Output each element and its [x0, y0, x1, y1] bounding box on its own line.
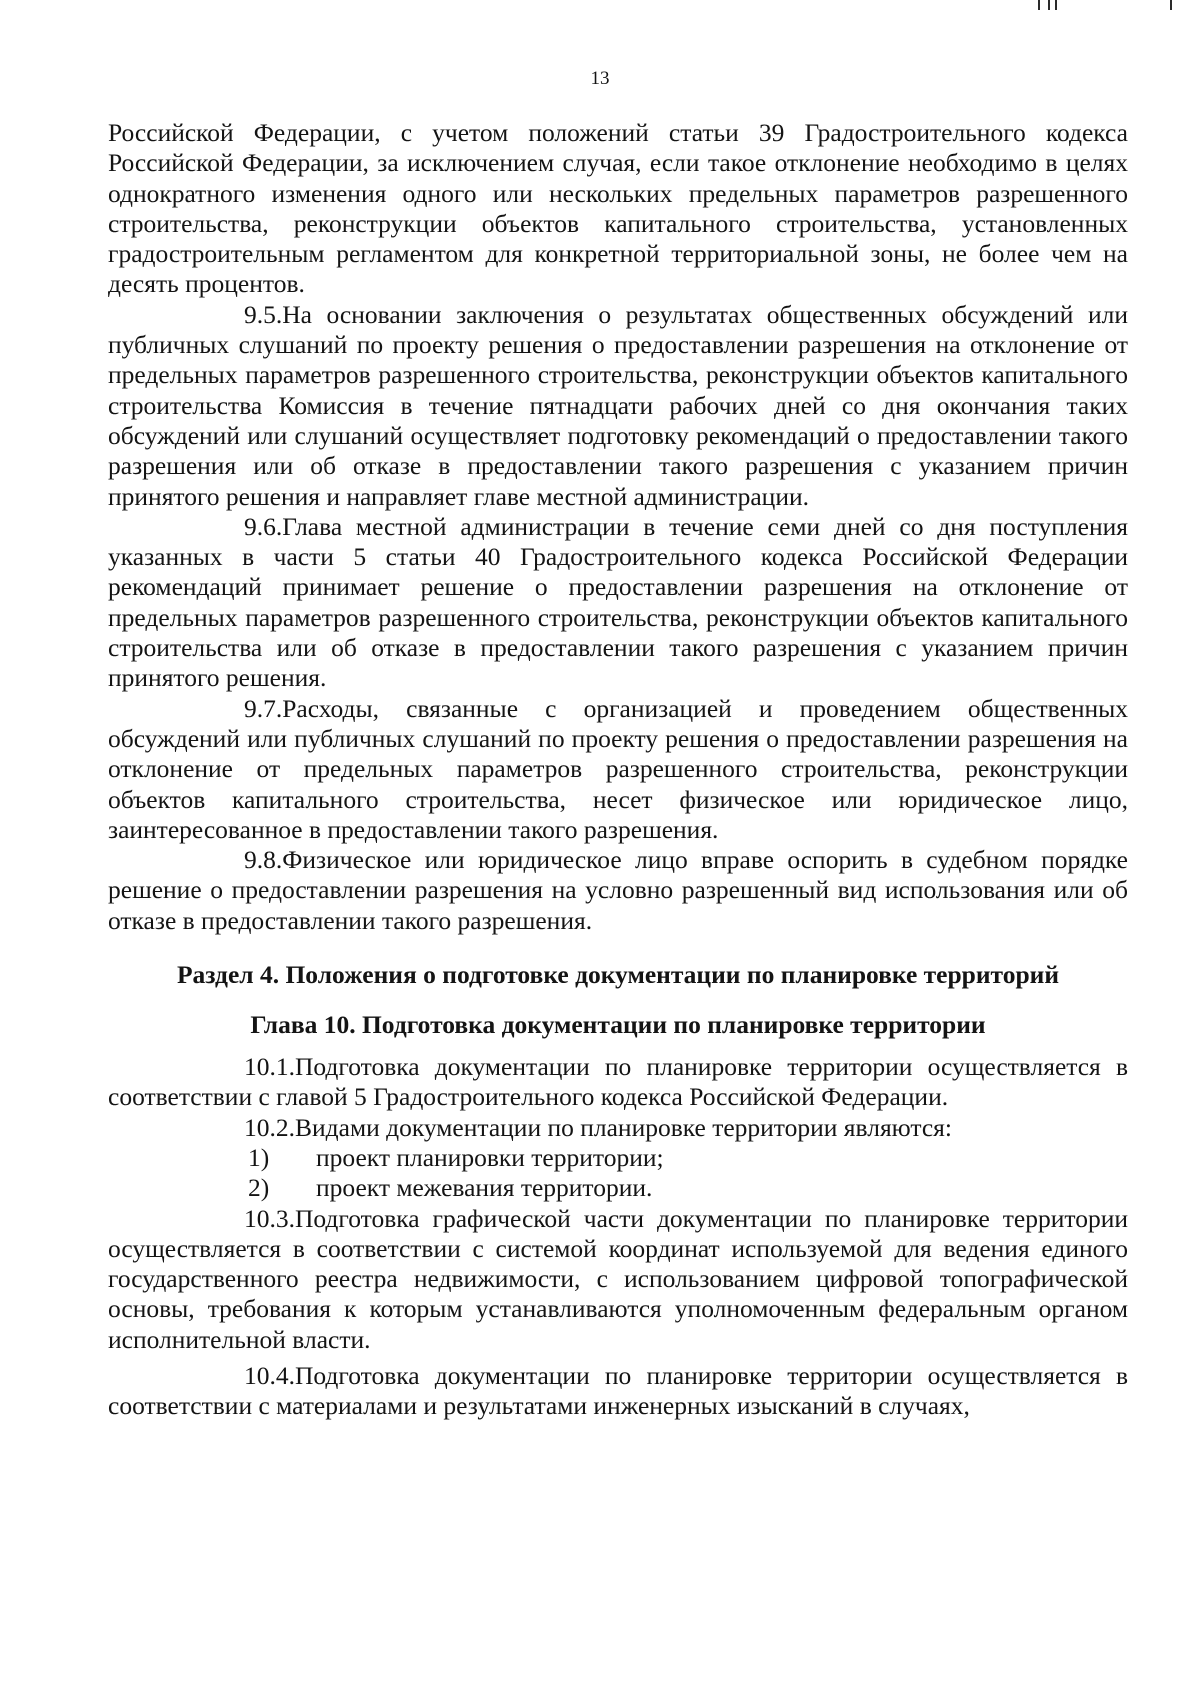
paragraph-9-6 — [108, 512, 1128, 694]
paragraph-text: Подготовка графической части документации по планировке территории осуществляется в соответствии с системой координат используемой для ведения единого государственного реестра недвижимости, с использованием цифровой топографической основы, требования к которым устанавливаются уполномоченным федеральным органом исполнительной власти. — [108, 1203, 1128, 1354]
paragraph-number: 10.4. — [244, 1360, 295, 1390]
paragraph-9-7 — [108, 694, 1128, 845]
paragraph-number: 10.3. — [244, 1203, 295, 1233]
paragraph-text: На основании заключения о результатах общественных обсуждений или публичных слушаний по проекту решения о предоставлении разрешения на отклонение от предельных параметров разрешенного строительства, реконструкции объектов капитального строительства Комиссия в течение пятнадцати рабочих дней со дня окончания таких обсуждений или слушаний осуществляет подготовку рекомендаций о предоставлении такого разрешения или об отказе в предоставлении такого разрешения с указанием причин принятого решения и направляет главе местной администрации. — [108, 299, 1128, 511]
paragraph-10-4 — [108, 1361, 1128, 1422]
paragraph-number: 9.6. — [244, 511, 283, 541]
chapter-heading: Глава 10. Подготовка документации по планировке территории — [250, 1010, 986, 1040]
paragraph-number: 9.8. — [244, 845, 283, 875]
list-item — [108, 1143, 1128, 1173]
paragraph-text: Расходы, связанные с организацией и проведением общественных обсуждений или публичных слушаний по проекту решения о предоставлении разрешения на отклонение от предельных параметров разрешенного строительства, реконструкции объектов капитального строительства, несет физическое или юридическое лицо, заинтересованное в предоставлении такого разрешения. — [108, 693, 1128, 844]
paragraph-9-5 — [108, 300, 1128, 512]
paragraph-10-1 — [108, 1052, 1128, 1113]
list-marker: 1) — [248, 1142, 270, 1172]
list-marker: 2) — [248, 1173, 270, 1203]
list-item-text: проект межевания территории. — [316, 1173, 653, 1203]
list-item-text: проект планировки территории; — [316, 1142, 664, 1172]
paragraph-text: Глава местной администрации в течение семи дней со дня поступления указанных в части 5 статьи 40 Градостроительного кодекса Российской Федерации рекомендаций принимает решение о предоставлении разрешения на отклонение от предельных параметров разрешенного строительства, реконструкции объектов капитального строительства или об отказе в предоставлении такого разрешения с указанием причин принятого решения. — [108, 511, 1128, 693]
paragraph-number: 10.2. — [244, 1112, 295, 1142]
paragraph-number: 10.1. — [244, 1052, 295, 1082]
paragraph-10-2 — [108, 1113, 1128, 1143]
paragraph-number: 9.7. — [244, 693, 283, 723]
section-heading: Раздел 4. Положения о подготовке документации по планировке территорий — [176, 960, 1060, 990]
scan-artifact-mark — [1038, 0, 1040, 10]
list-item — [108, 1173, 1128, 1203]
paragraph-text: Видами документации по планировке территории являются: — [295, 1112, 952, 1142]
paragraph-9-8 — [108, 845, 1128, 936]
paragraph-number: 9.5. — [244, 299, 283, 329]
paragraph-text: Физическое или юридическое лицо вправе оспорить в судебном порядке решение о предоставлении разрешения на условно разрешенный вид использования или об отказе в предоставлении такого разрешения. — [108, 845, 1128, 935]
document-body — [108, 118, 1128, 1422]
paragraph-text: Российской Федерации, с учетом положений статьи 39 Градостроительного кодекса Российской Федерации, за исключением случая, если такое отклонение необходимо в целях однократного изменения одного или нескольких предельных параметров разрешенного строительства, реконструкции объектов капитального строительства, установленных градостроительным регламентом для конкретной территориальной зоны, не более чем на десять процентов. — [108, 118, 1128, 299]
scan-artifact-mark — [1048, 0, 1050, 10]
scan-artifact-mark — [1055, 0, 1057, 10]
paragraph-10-3 — [108, 1204, 1128, 1355]
paragraph-continuation — [108, 118, 1128, 300]
paragraph-text: Подготовка документации по планировке территории осуществляется в соответствии с главой 5 Градостроительного кодекса Российской Федерации. — [108, 1052, 1128, 1112]
paragraph-text: Подготовка документации по планировке территории осуществляется в соответствии с материалами и результатами инженерных изысканий в случаях, — [108, 1360, 1128, 1421]
page-number: 13 — [590, 68, 610, 89]
scan-artifact-mark — [1170, 0, 1172, 10]
